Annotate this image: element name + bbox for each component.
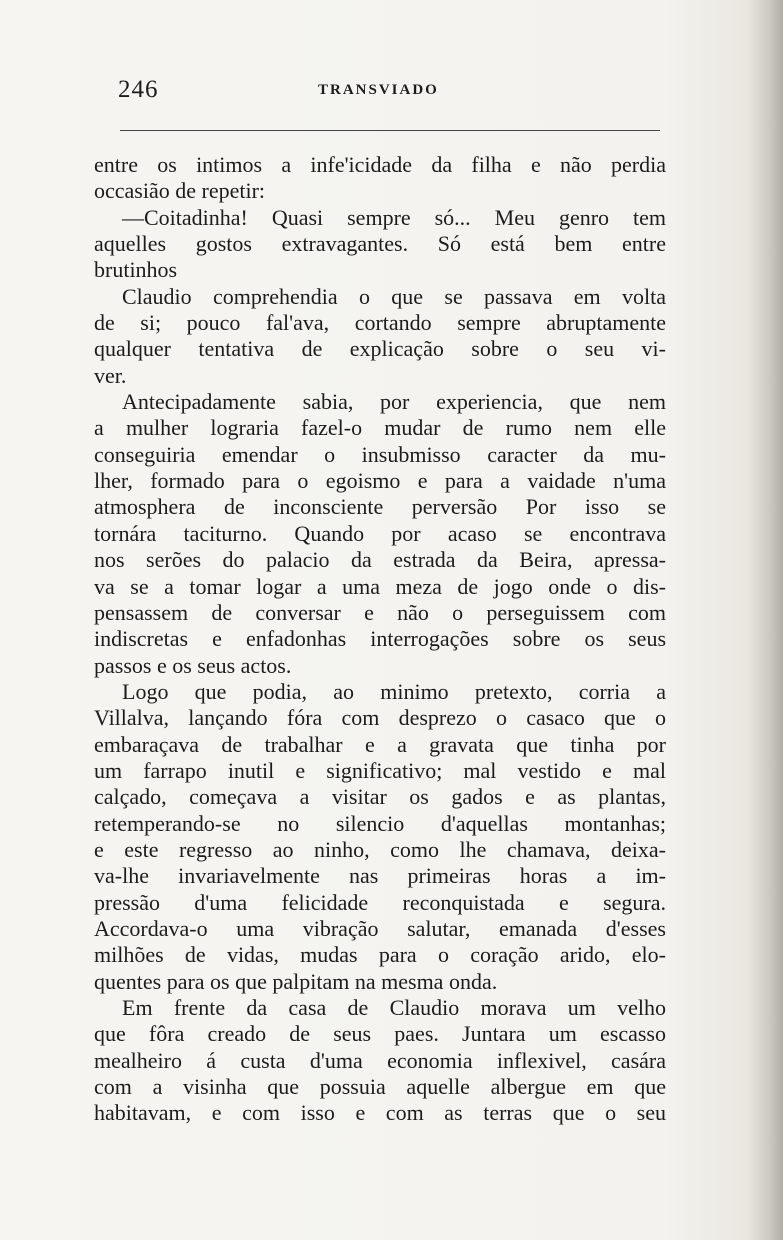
text-line: entre os intimos a infe'icidade da filha e não perdia	[94, 152, 666, 177]
text-line: qualquer tentativa de explicação sobre o seu vi-	[94, 336, 666, 362]
page-header	[118, 76, 662, 106]
text-line: milhões de vidas, mudas para o coração arido, elo-	[94, 942, 666, 968]
text-line: retemperando-se no silencio d'aquellas montanhas;	[94, 810, 666, 836]
text-line: conseguiria emendar o insubmisso caracter da mu-	[94, 441, 666, 467]
text-line: com a visinha que possuia aquelle albergue em que	[94, 1074, 666, 1100]
text-line: e este regresso ao ninho, como lhe chamava, deixa-	[94, 836, 666, 862]
text-line: tornára taciturno. Quando por acaso se encontrava	[94, 520, 666, 546]
text-line: calçado, começava a visitar os gados e as plantas,	[94, 784, 666, 810]
text-line: habitavam, e com isso e com as terras que o seu	[94, 1100, 666, 1126]
text-line: Accordava-o uma vibração salutar, emanada d'esses	[94, 915, 666, 941]
text-line: um farrapo inutil e significativo; mal vestido e mal	[94, 757, 666, 783]
text-line: Antecipadamente sabia, por experiencia, que nem	[122, 389, 666, 415]
body-text	[94, 152, 666, 1127]
text-line: —Coitadinha! Quasi sempre só... Meu genro tem	[122, 204, 666, 230]
text-line: Em frente da casa de Claudio morava um velho	[122, 995, 666, 1020]
text-line: passos e os seus actos.	[94, 652, 292, 678]
text-line: va se a tomar logar a uma meza de jogo onde o dis-	[94, 573, 666, 599]
text-line: a mulher lograria fazel-o mudar de rumo nem elle	[94, 415, 666, 441]
running-title: TRANSVIADO	[318, 82, 439, 98]
text-line: indiscretas e enfadonhas interrogações sobre os seus	[94, 626, 666, 652]
text-line: lher, formado para o egoismo e para a vaidade n'uma	[94, 468, 666, 494]
text-line: aquelles gostos extravagantes. Só está bem entre	[94, 231, 666, 257]
text-line: Villalva, lançando fóra com desprezo o casaco que o	[94, 705, 666, 731]
text-line: nos serões do palacio da estrada da Beira, apressa-	[94, 547, 666, 573]
text-line: brutinhos	[94, 257, 178, 283]
text-line: embaraçava de trabalhar e a gravata que tinha por	[94, 731, 666, 757]
text-line: va-lhe invariavelmente nas primeiras horas a im-	[94, 863, 666, 889]
header-rule	[120, 130, 660, 131]
text-line: ver.	[94, 362, 127, 388]
text-line: atmosphera de inconsciente perversão Por isso se	[94, 494, 666, 520]
text-line: Claudio comprehendia o que se passava em volta	[122, 283, 666, 309]
text-line: pensassem de conversar e não o perseguissem com	[94, 599, 666, 625]
page-number: 246	[118, 76, 159, 103]
text-line: occasião de repetir:	[94, 178, 266, 204]
text-line: quentes para os que palpitam na mesma onda.	[94, 968, 498, 994]
page-edge-shadow	[749, 0, 783, 1240]
text-line: que fôra creado de seus paes. Juntara um escasso	[94, 1021, 666, 1047]
text-line: Logo que podia, ao minimo pretexto, corria a	[122, 678, 666, 704]
text-line: pressão d'uma felicidade reconquistada e segura.	[94, 889, 666, 915]
text-line: mealheiro á custa d'uma economia inflexivel, casára	[94, 1047, 666, 1073]
text-line: de si; pouco fal'ava, cortando sempre abruptamente	[94, 310, 666, 336]
